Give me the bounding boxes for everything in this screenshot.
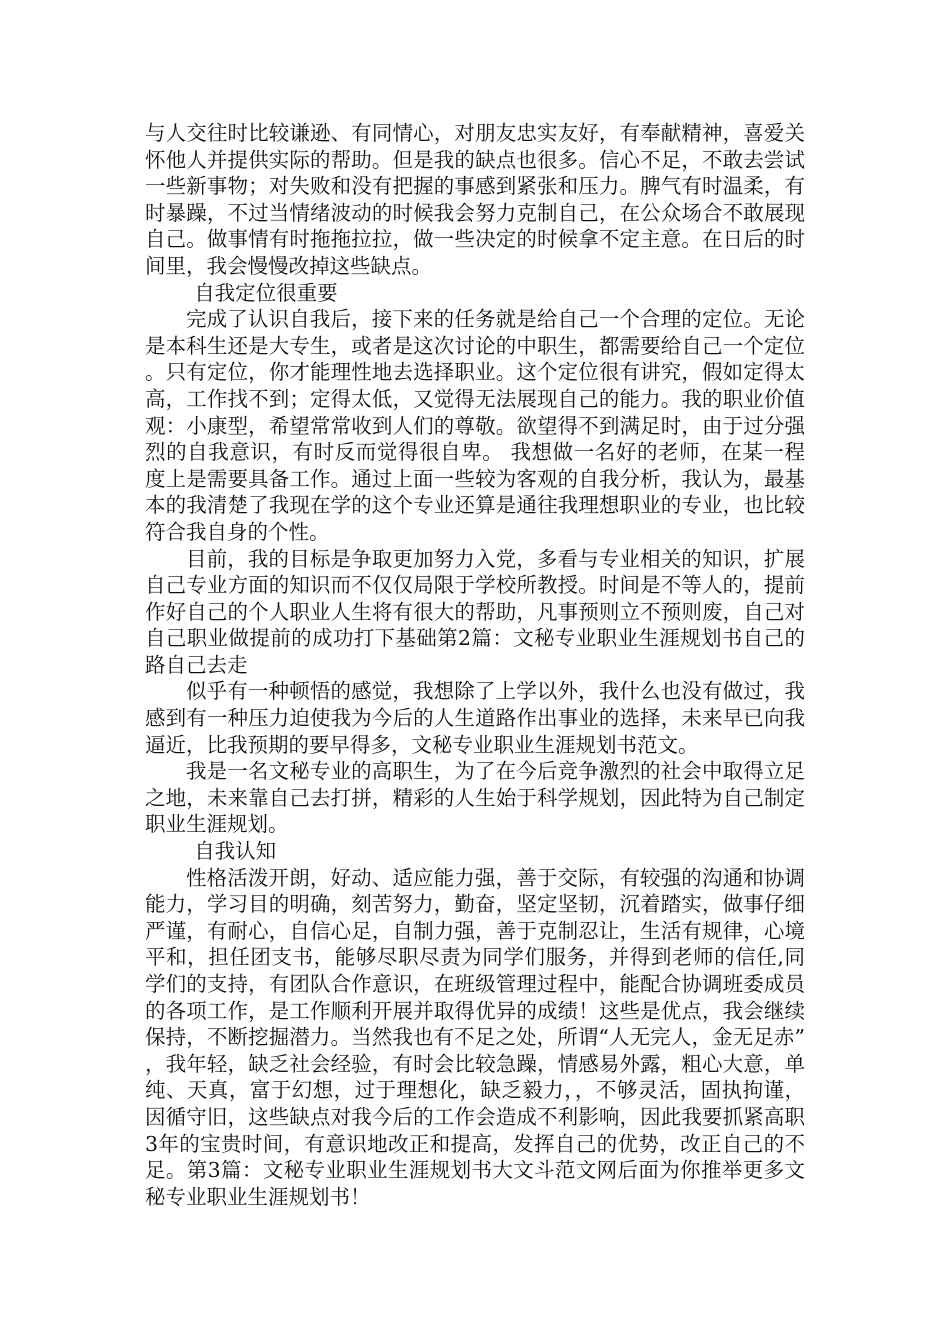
paragraph-personality: 性格活泼开朗，好动、适应能力强，善于交际，有较强的沟通和协调能力，学习目的明确，刻苦努力，勤奋，坚定坚韧，沉着踏实，做事仔细严谨，有耐心，自信心足，自制力强，善于克制忍让，生活有规律，心境平和，担任团支书，能够尽职尽责为同学们服务，并得到老师的信任,同学们的支持，有团队合作意识，在班级管理过程中，能配合协调班委成员的各项工作，是工作顺利开展并取得优异的成绩！这些是优点，我会继续保持，不断挖掘潜力。当然我也有不足之处，所谓“人无完人，金无足赤”，我年轻，缺乏社会经验，有时会比较急躁，情感易外露，粗心大意，单纯、天真，富于幻想，过于理想化，缺乏毅力，，不够灵活，固执拘谨，因循守旧，这些缺点对我今后的工作会造成不利影响，因此我要抓紧高职3年的宝贵时间，有意识地改正和提高，发挥自己的优势，改正自己的不足。第3篇：文秘专业职业生涯规划书大文斗范文网后面为你推举更多文秘专业职业生涯规划书！ [145, 865, 805, 1209]
document-body [145, 120, 805, 1210]
paragraph-epiphany: 似乎有一种顿悟的感觉，我想除了上学以外，我什么也没有做过，我感到有一种压力迫使我为今后的人生道路作出事业的选择，未来早已向我逼近，比我预期的要早得多，文秘专业职业生涯规划书范文。 [145, 679, 805, 757]
paragraph-self-positioning: 完成了认识自我后，接下来的任务就是给自己一个合理的定位。无论是本科生还是大专生，或者是这次讨论的中职生，都需要给自己一个定位。只有定位，你才能理性地去选择职业。这个定位很有讲究，假如定得太高，工作找不到；定得太低，又觉得无法展现自己的能力。我的职业价值观：小康型，希望常常收到人们的尊敬。欲望得不到满足时，由于过分强烈的自我意识，有时反而觉得很自卑。 我想做一名好的老师，在某一程度上是需要具备工作。通过上面一些较为客观的自我分析，我认为，最基本的我清楚了我现在学的这个专业还算是通往我理想职业的专业，也比较符合我自身的个性。 [145, 307, 805, 544]
paragraph-student-intro: 我是一名文秘专业的高职生，为了在今后竞争激烈的社会中取得立足之地，未来靠自己去打拼，精彩的人生始于科学规划，因此特为自己制定职业生涯规划。 [145, 759, 805, 837]
paragraph-intro-continued: 与人交往时比较谦逊、有同情心，对朋友忠实友好，有奉献精神，喜爱关怀他人并提供实际的帮助。但是我的缺点也很多。信心不足，不敢去尝试一些新事物；对失败和没有把握的事感到紧张和压力。脾气有时温柔，有时暴躁，不过当情绪波动的时候我会努力克制自己，在公众场合不敢展现自己。做事情有时拖拖拉拉，做一些决定的时候拿不定主意。在日后的时间里，我会慢慢改掉这些缺点。 [145, 121, 805, 278]
section-heading-self-awareness: 自我认知 [194, 839, 277, 864]
paragraph-current-goal: 目前，我的目标是争取更加努力入党，多看与专业相关的知识，扩展自己专业方面的知识而不仅仅局限于学校所教授。时间是不等人的，提前作好自己的个人职业人生将有很大的帮助，凡事预则立不预则废，自己对自己职业做提前的成功打下基础第2篇：文秘专业职业生涯规划书自己的路自己去走 [145, 546, 805, 677]
section-heading-self-positioning: 自我定位很重要 [194, 280, 338, 305]
